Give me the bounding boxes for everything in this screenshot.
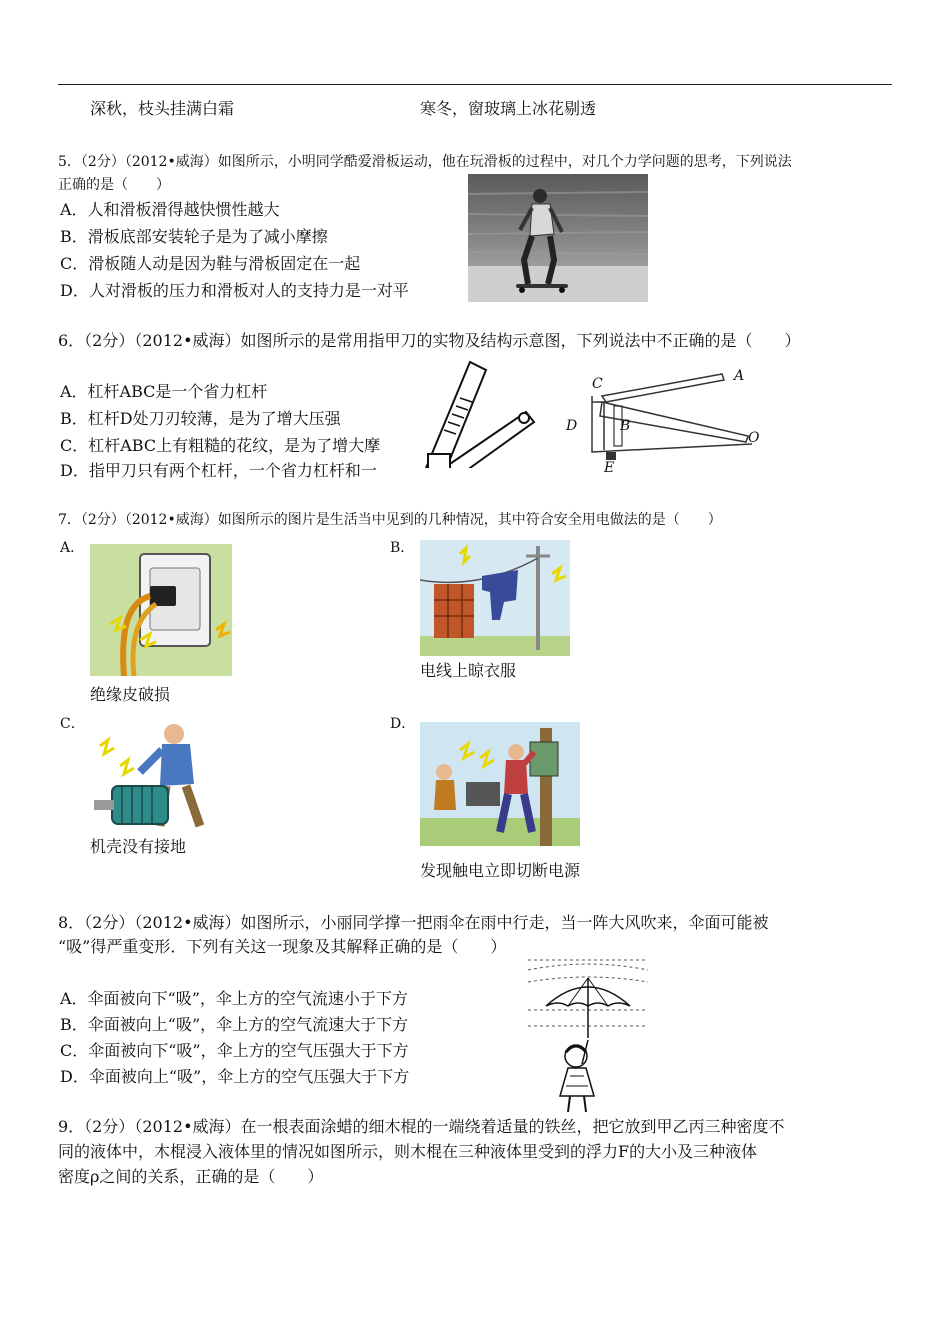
nail-clipper-photo xyxy=(420,356,540,478)
q6-stem: 6．（2分）（2012•威海）如图所示的是常用指甲刀的实物及结构示意图，下列说法中不正确的是（ ） xyxy=(58,331,801,350)
q6-option-d[interactable]: D．指甲刀只有两个杠杆，一个省力杠杆和一 xyxy=(60,461,377,480)
caption-frost: 深秋，枝头挂满白霜 xyxy=(90,99,235,118)
header-rule xyxy=(58,84,892,85)
cut-power-image[interactable] xyxy=(420,722,580,846)
q8-stem-line1: 8．（2分）（2012•威海）如图所示，小丽同学撑一把雨伞在雨中行走，当一阵大风吹来，伞面可能被 xyxy=(58,913,769,932)
q7-option-c-letter[interactable]: C． xyxy=(60,716,85,732)
q5-option-d[interactable]: D．人对滑板的压力和滑板对人的支持力是一对平 xyxy=(60,281,409,300)
ungrounded-motor-image[interactable] xyxy=(90,716,220,832)
diagram-label-c: C xyxy=(592,376,603,392)
q8-option-d[interactable]: D．伞面被向上“吸”，伞上方的空气压强大于下方 xyxy=(60,1067,410,1086)
diagram-label-d: D xyxy=(566,418,578,434)
umbrella-girl-figure xyxy=(526,956,650,1116)
q7-option-a-letter[interactable]: A． xyxy=(60,540,85,556)
q7-option-d-letter[interactable]: D． xyxy=(390,716,416,732)
q5-stem-line1: 5．（2分）（2012•威海）如图所示，小明同学酷爱滑板运动，他在玩滑板的过程中，对几个力学问题的思考，下列说法 xyxy=(58,154,792,170)
diagram-label-b: B xyxy=(620,418,631,434)
diagram-label-a: A xyxy=(734,368,745,384)
q9-stem-line2: 同的液体中，木棍浸入液体里的情况如图所示，则木棍在三种液体里受到的浮力F的大小及三种液体 xyxy=(58,1142,758,1161)
q8-stem-line2: “吸”得严重变形．下列有关这一现象及其解释正确的是（ ） xyxy=(58,937,507,956)
caption-ice-flower: 寒冬，窗玻璃上冰花剔透 xyxy=(420,99,597,118)
diagram-label-o: O xyxy=(748,430,760,446)
q5-option-b[interactable]: B．滑板底部安装轮子是为了减小摩擦 xyxy=(60,227,328,246)
q8-option-b[interactable]: B．伞面被向上“吸”，伞上方的空气流速大于下方 xyxy=(60,1015,409,1034)
q5-stem-line2: 正确的是（ ） xyxy=(58,177,170,193)
q7-option-d-caption: 发现触电立即切断电源 xyxy=(420,861,581,880)
skateboard-photo xyxy=(468,174,648,302)
q5-option-a[interactable]: A．人和滑板滑得越快惯性越大 xyxy=(60,200,280,219)
clothes-on-wire-image[interactable] xyxy=(420,540,570,656)
q7-option-a-caption: 绝缘皮破损 xyxy=(90,685,171,704)
q9-stem-line3: 密度ρ之间的关系，正确的是（ ） xyxy=(58,1167,324,1186)
q7-option-c-caption: 机壳没有接地 xyxy=(90,837,187,856)
nail-clipper-structure-diagram xyxy=(562,366,772,478)
q7-stem: 7．（2分）（2012•威海）如图所示的图片是生活当中见到的几种情况，其中符合安全用电做法的是（ ） xyxy=(58,512,722,528)
q6-option-a[interactable]: A．杠杆ABC是一个省力杠杆 xyxy=(60,382,268,401)
q9-stem-line1: 9．（2分）（2012•威海）在一根表面涂蜡的细木棍的一端绕着适量的铁丝，把它放到甲乙丙三种密度不 xyxy=(58,1117,785,1136)
diagram-label-e: E xyxy=(604,460,615,476)
q6-option-b[interactable]: B．杠杆D处刀刃较薄，是为了增大压强 xyxy=(60,409,341,428)
q8-option-c[interactable]: C．伞面被向下“吸”，伞上方的空气压强大于下方 xyxy=(60,1041,409,1060)
q7-option-b-caption: 电线上晾衣服 xyxy=(420,661,517,680)
q6-option-c[interactable]: C．杠杆ABC上有粗糙的花纹，是为了增大摩 xyxy=(60,436,381,455)
q8-option-a[interactable]: A．伞面被向下“吸”，伞上方的空气流速小于下方 xyxy=(60,989,408,1008)
q7-option-b-letter[interactable]: B． xyxy=(390,540,415,556)
damaged-insulation-image[interactable] xyxy=(90,544,232,676)
q5-option-c[interactable]: C．滑板随人动是因为鞋与滑板固定在一起 xyxy=(60,254,361,273)
